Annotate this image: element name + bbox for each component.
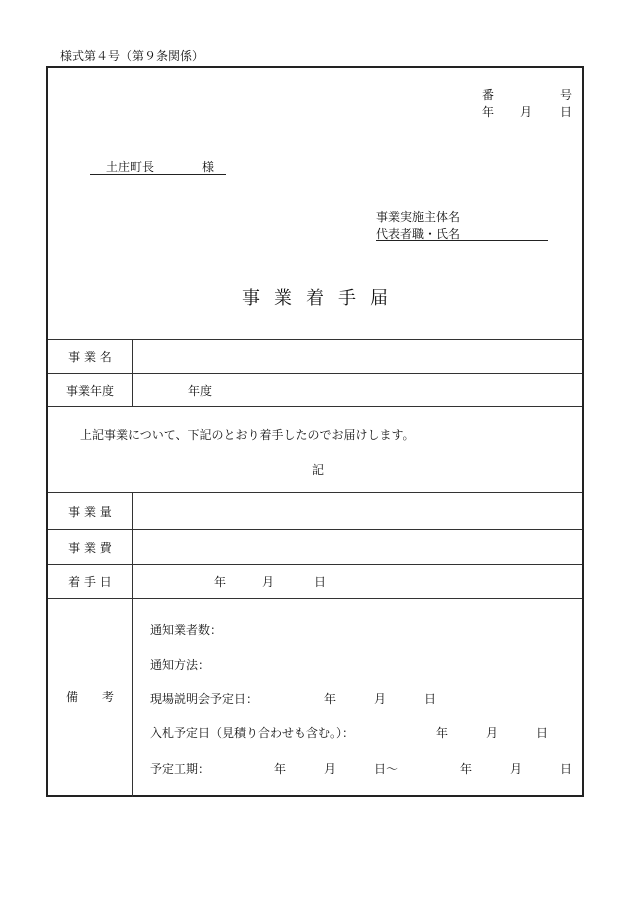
- start-date-label: 着 手 日: [68, 575, 112, 589]
- briefing-date-label: 現場説明会予定日：: [150, 692, 259, 706]
- rule: [48, 529, 582, 530]
- start-date-month: 月: [262, 575, 275, 589]
- remarks-label: 備 考: [65, 690, 114, 704]
- date-month: 月: [520, 105, 533, 119]
- column-divider: [132, 492, 133, 797]
- bidding-year: 年: [436, 726, 449, 740]
- rule: [48, 564, 582, 565]
- project-year-label: 事業年度: [65, 384, 114, 398]
- project-name-label: 事 業 名: [68, 350, 112, 364]
- date-day: 日: [560, 105, 573, 119]
- briefing-year: 年: [324, 692, 337, 706]
- vendors-count-label: 通知業者数：: [150, 623, 223, 637]
- number-suffix: 号: [560, 88, 573, 102]
- notification-method-label: 通知方法：: [150, 658, 211, 672]
- bidding-month: 月: [486, 726, 499, 740]
- form-frame: [46, 66, 584, 797]
- briefing-day: 日: [424, 692, 437, 706]
- column-divider: [132, 339, 133, 406]
- representative-label: 代表者職・氏名: [376, 227, 461, 241]
- period-from-month: 月: [324, 762, 337, 776]
- bidding-date-label: 入札予定日（見積り合わせも含む。）：: [150, 726, 355, 740]
- form-code: 様式第４号（第９条関係）: [60, 49, 205, 63]
- addressee-name: 土庄町長: [106, 160, 155, 174]
- number-label: 番: [482, 88, 495, 102]
- cost-label: 事 業 費: [68, 541, 112, 555]
- addressee-line: [90, 158, 226, 175]
- start-date-day: 日: [314, 575, 327, 589]
- statement: 上記事業について、下記のとおり着手したのでお届けします。: [80, 428, 415, 442]
- period-from-year: 年: [274, 762, 287, 776]
- quantity-label: 事 業 量: [68, 505, 112, 519]
- construction-period-label: 予定工期：: [150, 762, 211, 776]
- ki-label: 記: [312, 463, 325, 477]
- rule: [48, 598, 582, 599]
- rule: [48, 373, 582, 374]
- year-suffix: 年度: [188, 384, 213, 398]
- period-to-day: 日: [560, 762, 573, 776]
- start-date-year: 年: [214, 575, 227, 589]
- date-year: 年: [482, 105, 495, 119]
- rule: [48, 406, 582, 407]
- entity-label: 事業実施主体名: [376, 210, 461, 224]
- period-from-day: 日〜: [374, 762, 399, 776]
- period-to-year: 年: [460, 762, 473, 776]
- period-to-month: 月: [510, 762, 523, 776]
- document-title: 事業着手届: [242, 288, 402, 309]
- representative-line: [376, 225, 548, 241]
- rule: [48, 492, 582, 493]
- addressee-honorific: 様: [202, 160, 215, 174]
- bidding-day: 日: [536, 726, 549, 740]
- rule: [48, 339, 582, 340]
- briefing-month: 月: [374, 692, 387, 706]
